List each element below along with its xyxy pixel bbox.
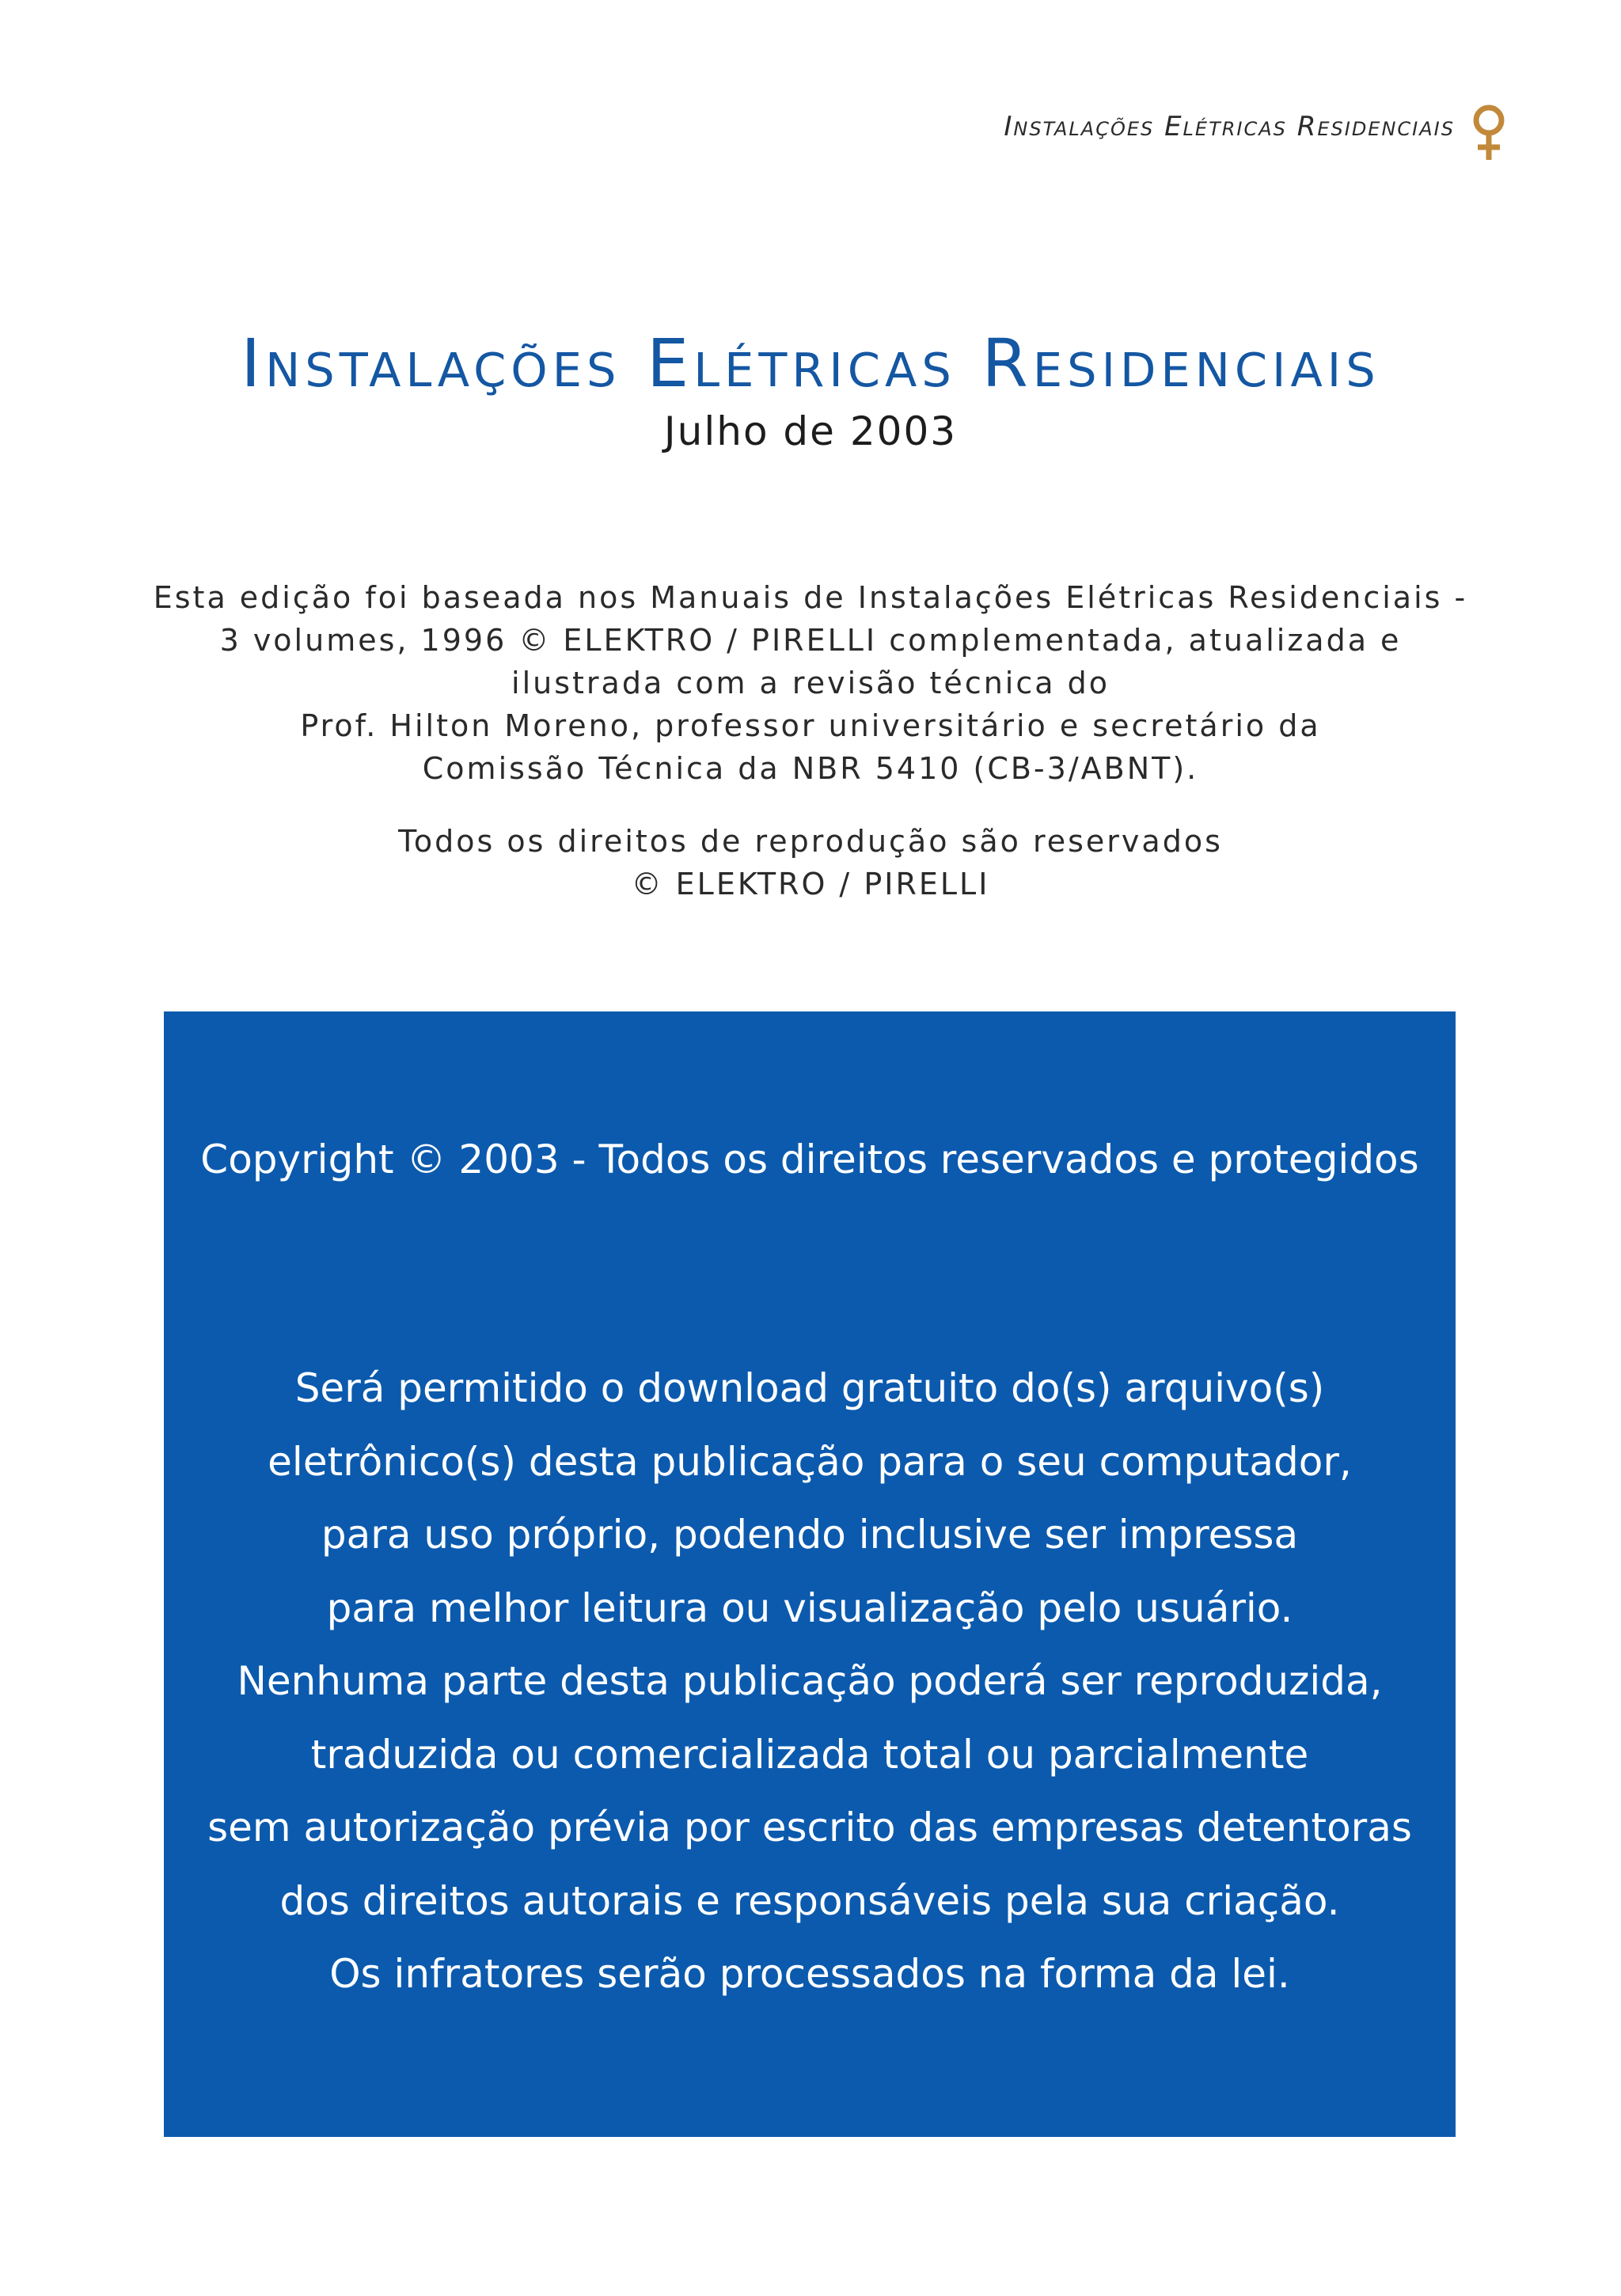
edition-line: Comissão Técnica da NBR 5410 (CB-3/ABNT). (422, 751, 1199, 786)
rights-line: Todos os direitos de reprodução são reservados (398, 824, 1223, 859)
permission-text (164, 1352, 1456, 2011)
female-symbol-icon (1470, 103, 1508, 161)
edition-line: ilustrada com a revisão técnica do (511, 666, 1110, 700)
document-date: Julho de 2003 (663, 408, 958, 454)
permission-line: Nenhuma parte desta publicação poderá ser reproduzida, (237, 1658, 1383, 1704)
copyright-notice-box (164, 1011, 1456, 2137)
permission-line: sem autorização prévia por escrito das empresas detentoras (207, 1805, 1412, 1850)
running-header-title: Instalações Elétricas Residenciais (1004, 111, 1455, 142)
edition-line: 3 volumes, 1996 © ELEKTRO / PIRELLI complementada, atualizada e (219, 623, 1402, 658)
copyright-statement: Copyright © 2003 - Todos os direitos reservados e protegidos (200, 1137, 1419, 1182)
permission-line: eletrônico(s) desta publicação para o seu computador, (268, 1438, 1352, 1485)
permission-line: dos direitos autorais e responsáveis pela sua criação. (279, 1877, 1340, 1924)
permission-line: Os infratores serão processados na forma da lei. (329, 1951, 1290, 1997)
rights-line: © ELEKTRO / PIRELLI (631, 867, 990, 901)
edition-note (0, 576, 1621, 790)
edition-line: Prof. Hilton Moreno, professor universitário e secretário da (300, 708, 1321, 743)
document-title: Instalações Elétricas Residenciais (241, 324, 1380, 402)
permission-line: traduzida ou comercializada total ou parcialmente (310, 1731, 1309, 1778)
permission-line: para melhor leitura ou visualização pelo usuário. (326, 1584, 1293, 1631)
edition-line: Esta edição foi baseada nos Manuais de Instalações Elétricas Residenciais - (153, 580, 1468, 615)
permission-line: para uso próprio, podendo inclusive ser impressa (321, 1512, 1299, 1558)
permission-line: Será permitido o download gratuito do(s) arquivo(s) (294, 1365, 1325, 1411)
rights-note (0, 820, 1621, 905)
